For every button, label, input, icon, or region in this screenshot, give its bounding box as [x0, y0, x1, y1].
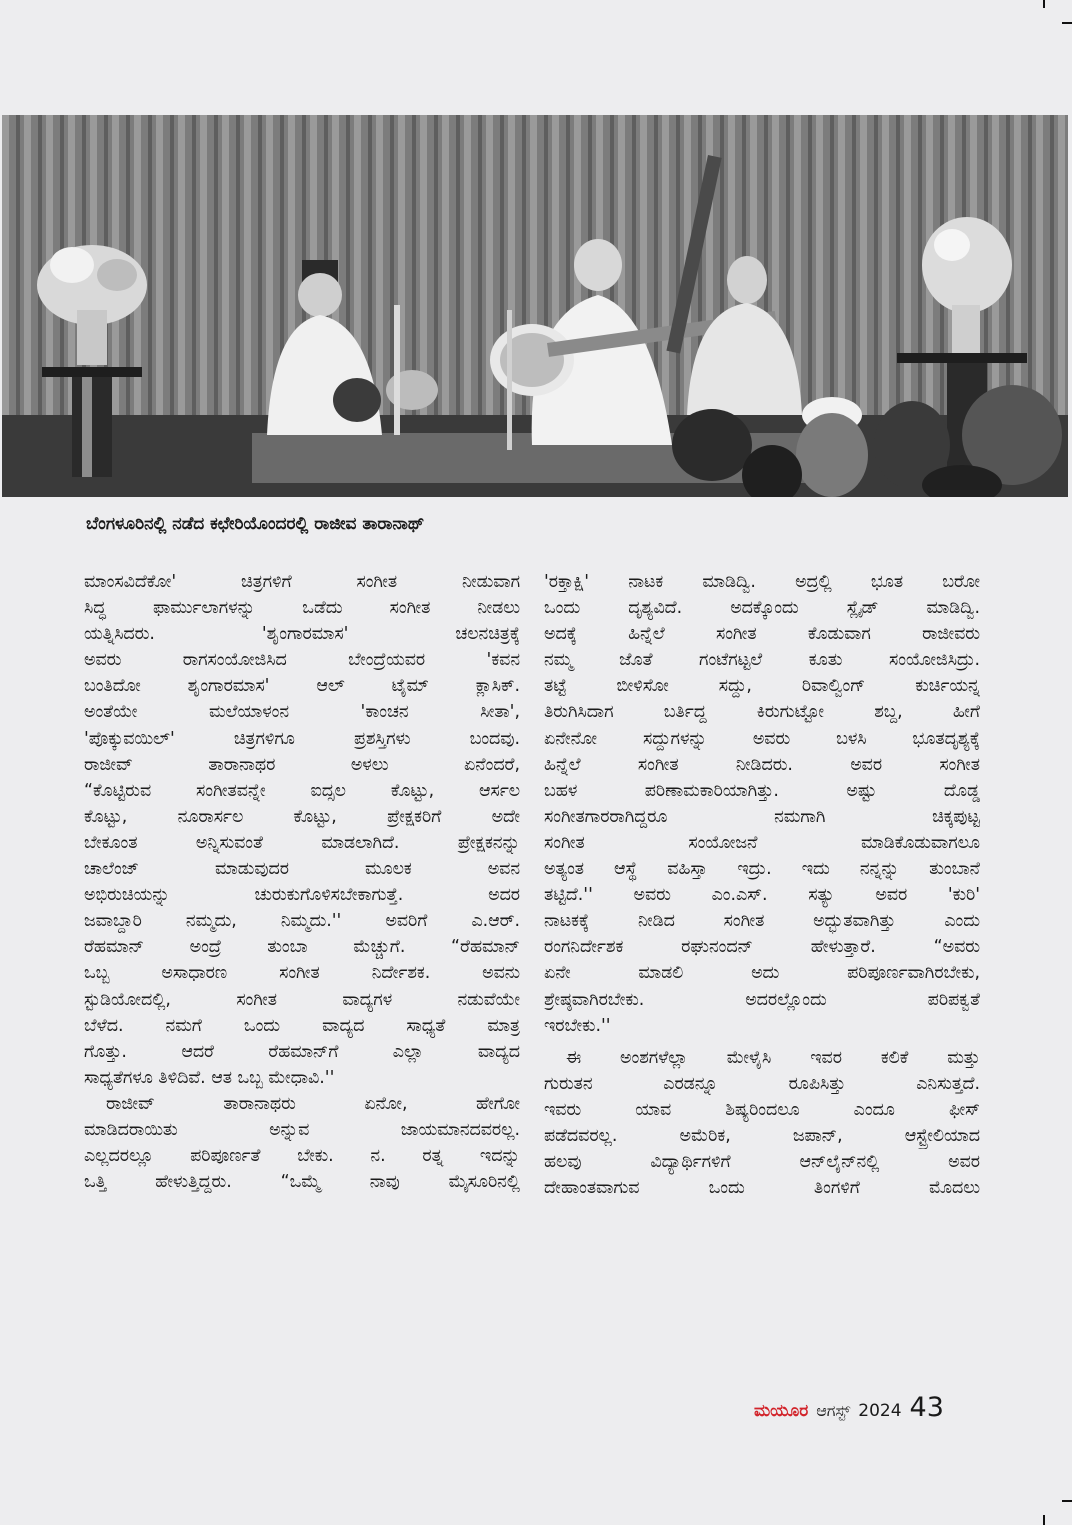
- article-line: ಕೊಟ್ಟು, ನೂರಾರ್ಸಲ ಕೊಟ್ಟು, ಪ್ರೇಕ್ಷಕರಿಗೆ ಅದೇ: [84, 806, 520, 827]
- crop-mark-right-top: [1062, 22, 1072, 24]
- article-line: ಬಹಳ ಪರಿಣಾಮಕಾರಿಯಾಗಿತ್ತು. ಅಷ್ಟು ದೊಡ್ಡ: [544, 780, 980, 801]
- article-line: ಬೆಳೆದ. ನಮಗೆ ಒಂದು ವಾದ್ಯದ ಸಾಧ್ಯತೆ ಮಾತ್ರ: [84, 1015, 520, 1036]
- article-line: ಏನೇನೋ ಸದ್ದುಗಳನ್ನು ಅವರು ಬಳಸಿ ಭೂತದೃಶ್ಯಕ್ಕೆ: [544, 728, 980, 749]
- article-line: ಗುರುತನ ಎರಡನ್ನೂ ರೂಪಿಸಿತ್ತು ಎನಿಸುತ್ತದೆ.: [544, 1073, 980, 1094]
- article-line: ಇವರು ಯಾವ ಶಿಷ್ಯರಿಂದಲೂ ಎಂದೂ ಫೀಸ್: [544, 1099, 980, 1120]
- article-line: 'ರಕ್ತಾಕ್ಷಿ' ನಾಟಕ ಮಾಡಿದ್ವಿ. ಅದ್ರಲ್ಲಿ ಭೂತ ಬರೋ: [544, 572, 980, 592]
- article-line: ನಾಟಕಕ್ಕೆ ನೀಡಿದ ಸಂಗೀತ ಅದ್ಭುತವಾಗಿತ್ತು ಎಂದು: [544, 911, 980, 932]
- issue-month: ಆಗಸ್ಟ್: [816, 1401, 851, 1420]
- article-line: ಸಂಗೀತಗಾರರಾಗಿದ್ದರೂ ನಮಗಾಗಿ ಚಿಕ್ಕಪುಟ್ಟ: [544, 806, 980, 827]
- article-line: ದೇಹಾಂತವಾಗುವ ಒಂದು ತಿಂಗಳಿಗೆ ಮೊದಲು: [544, 1178, 980, 1199]
- article-line: ಶ್ರೇಷ್ಠವಾಗಿರಬೇಕು. ಅದರಲ್ಲೊಂದು ಪರಿಪಕ್ವತೆ: [544, 989, 980, 1010]
- article-line: ರೆಹಮಾನ್ ಅಂದ್ರೆ ತುಂಬಾ ಮೆಚ್ಚುಗೆ. “ರೆಹಮಾನ್: [84, 937, 520, 958]
- article-line: ಗೊತ್ತು. ಆದರೆ ರೆಹಮಾನ್‌ಗೆ ಎಲ್ಲಾ ವಾದ್ಯದ: [84, 1041, 520, 1062]
- article-line: ತಟ್ಟೆ ಬೀಳಿಸೋ ಸದ್ದು, ರಿವಾಲ್ವಿಂಗ್ ಕುರ್ಚಿಯನ್ನ: [544, 676, 980, 697]
- article-line: ಯತ್ನಿಸಿದರು. 'ಶೃಂಗಾರಮಾಸ' ಚಲನಚಿತ್ರಕ್ಕೆ: [84, 624, 520, 645]
- article-line: ಸಾಧ್ಯತೆಗಳೂ ತಿಳಿದಿವೆ. ಆತ ಒಬ್ಬ ಮೇಧಾವಿ.'': [84, 1067, 335, 1088]
- article-line: ತಟ್ಟಿದೆ.'' ಅವರು ಎಂ.ಎಸ್. ಸತ್ಯು ಅವರ 'ಕುರಿ': [544, 885, 980, 906]
- article-line: ಎಲ್ಲದರಲ್ಲೂ ಪರಿಪೂರ್ಣತೆ ಬೇಕು. ನ. ರತ್ನ ಇದನ್ನು: [84, 1146, 520, 1167]
- article-line: 'ಪೊಕ್ಕುವಯಿಲ್' ಚಿತ್ರಗಳಿಗೂ ಪ್ರಶಸ್ತಿಗಳು ಬಂದವು.: [84, 728, 520, 749]
- article-line: ಹಲವು ವಿದ್ಯಾರ್ಥಿಗಳಿಗೆ ಆನ್‌ಲೈನ್‌ನಲ್ಲಿ ಅವರ: [544, 1152, 980, 1173]
- issue-year: 2024: [858, 1401, 902, 1421]
- article-line: ಸಿದ್ಧ ಫಾರ್ಮುಲಾಗಳನ್ನು ಒಡೆದು ಸಂಗೀತ ನೀಡಲು: [84, 598, 520, 619]
- article-line: ಮಾಡಿದರಾಯಿತು ಅನ್ನುವ ಜಾಯಮಾನದವರಲ್ಲ.: [84, 1119, 520, 1140]
- article-line: ಜವಾಬ್ದಾರಿ ನಮ್ಮದು, ನಿಮ್ಮದು.'' ಅವರಿಗೆ ಎ.ಆರ್.: [84, 911, 520, 932]
- crop-mark-bottom: [1043, 1515, 1045, 1525]
- article-line: ಏನೇ ಮಾಡಲಿ ಅದು ಪರಿಪೂರ್ಣವಾಗಿರಬೇಕು,: [544, 963, 980, 984]
- article-line: “ಕೊಟ್ಟಿರುವ ಸಂಗೀತವನ್ನೇ ಐದ್ಸಲ ಕೊಟ್ಟು, ಆರ್ಸಲ: [84, 780, 520, 801]
- article-line: ಸ್ಟುಡಿಯೋದಲ್ಲಿ, ಸಂಗೀತ ವಾದ್ಯಗಳ ನಡುವೆಯೇ: [84, 989, 520, 1010]
- concert-photo-drawing: [2, 115, 1068, 497]
- article-line: ರಂಗನಿರ್ದೇಶಕ ರಘುನಂದನ್ ಹೇಳುತ್ತಾರೆ. “ಅವರು: [544, 937, 980, 958]
- photo-caption: ಬೆಂಗಳೂರಿನಲ್ಲಿ ನಡೆದ ಕಛೇರಿಯೊಂದರಲ್ಲಿ ರಾಜೀವ ತಾರಾನಾಥ್: [86, 514, 425, 534]
- article-line: ಸಂಗೀತ ಸಂಯೋಜನೆ ಮಾಡಿಕೊಡುವಾಗಲೂ: [544, 832, 980, 853]
- article-line: ಅಭಿರುಚಿಯನ್ನು ಚುರುಕುಗೊಳಿಸಬೇಕಾಗುತ್ತೆ. ಅದರ: [84, 885, 520, 906]
- article-line: ರಾಜೀವ್ ತಾರಾನಾಥರ ಅಳಲು ಏನೆಂದರೆ,: [84, 754, 520, 775]
- article-line: ರಾಜೀವ್ ತಾರಾನಾಥರು ಏನೋ, ಹೇಗೋ: [106, 1093, 520, 1114]
- article-line: ಚಾಲೆಂಜ್ ಮಾಡುವುದರ ಮೂಲಕ ಅವನ: [84, 859, 520, 880]
- article-line: ಅಂತೆಯೇ ಮಲೆಯಾಳಂನ 'ಕಾಂಚನ ಸೀತಾ',: [84, 702, 520, 723]
- article-line: ಒತ್ತಿ ಹೇಳುತ್ತಿದ್ದರು. “ಒಮ್ಮೆ ನಾವು ಮೈಸೂರಿನಲ್ಲಿ: [84, 1172, 520, 1193]
- article-line: ಮಾಂಸವಿದೆಕೋ' ಚಿತ್ರಗಳಿಗೆ ಸಂಗೀತ ನೀಡುವಾಗ: [84, 572, 520, 592]
- page-number: 43: [909, 1392, 944, 1423]
- magazine-name: ಮಯೂರ: [754, 1401, 809, 1421]
- concert-photo: [2, 115, 1068, 497]
- article-line: ಅತ್ಯಂತ ಆಸ್ಥೆ ವಹಿಸ್ತಾ ಇದ್ರು. ಇದು ನನ್ನನ್ನು ತುಂಬಾನೆ: [544, 859, 980, 880]
- crop-mark-right-bottom: [1062, 1500, 1072, 1502]
- article-line: ಈ ಅಂಶಗಳೆಲ್ಲಾ ಮೇಳೈಸಿ ಇವರ ಕಲಿಕೆ ಮತ್ತು: [566, 1047, 980, 1068]
- article-line: ನಮ್ಮ ಜೊತೆ ಗಂಟೆಗಟ್ಟಲೆ ಕೂತು ಸಂಯೋಜಿಸಿದ್ರು.: [544, 650, 980, 671]
- article-line: ಅದಕ್ಕೆ ಹಿನ್ನೆಲೆ ಸಂಗೀತ ಕೊಡುವಾಗ ರಾಜೀವರು: [544, 624, 980, 645]
- crop-mark-top: [1043, 0, 1045, 8]
- article-line: ಅವರು ರಾಗಸಂಯೋಜಿಸಿದ ಬೇಂದ್ರೆಯವರ 'ಕವನ: [84, 650, 520, 671]
- article-line: ಬೇಕೂಂತ ಅನ್ನಿಸುವಂತೆ ಮಾಡಲಾಗಿದೆ. ಪ್ರೇಕ್ಷಕನನ್ನು: [84, 832, 520, 853]
- article-line: ತಿರುಗಿಸಿದಾಗ ಬರ್ತಿದ್ದ ಕಿರುಗುಟ್ಟೋ ಶಬ್ದ, ಹೀಗೆ: [544, 702, 980, 723]
- article-line: ಬಂತಿದೋ ಶೃಂಗಾರಮಾಸ' ಆಲ್ ಟೈಮ್ ಕ್ಲಾಸಿಕ್.: [84, 676, 520, 697]
- article-line: ಪಡೆದವರಲ್ಲ. ಅಮೆರಿಕ, ಜಪಾನ್, ಆಸ್ಟ್ರೇಲಿಯಾದ: [544, 1125, 980, 1146]
- article-line: ಹಿನ್ನೆಲೆ ಸಂಗೀತ ನೀಡಿದರು. ಅವರ ಸಂಗೀತ: [544, 754, 980, 775]
- article-line: ಇರಬೇಕು.'': [544, 1015, 611, 1036]
- page-footer: [754, 1392, 944, 1428]
- article-line: ಒಬ್ಬ ಅಸಾಧಾರಣ ಸಂಗೀತ ನಿರ್ದೇಶಕ. ಅವನು: [84, 963, 520, 984]
- article-right-column: [544, 569, 980, 1201]
- article-line: ಒಂದು ದೃಶ್ಯವಿದೆ. ಅದಕ್ಕೊಂದು ಸ್ಲೈಡ್ ಮಾಡಿದ್ವಿ.: [544, 598, 980, 619]
- article-left-column: [84, 569, 520, 1195]
